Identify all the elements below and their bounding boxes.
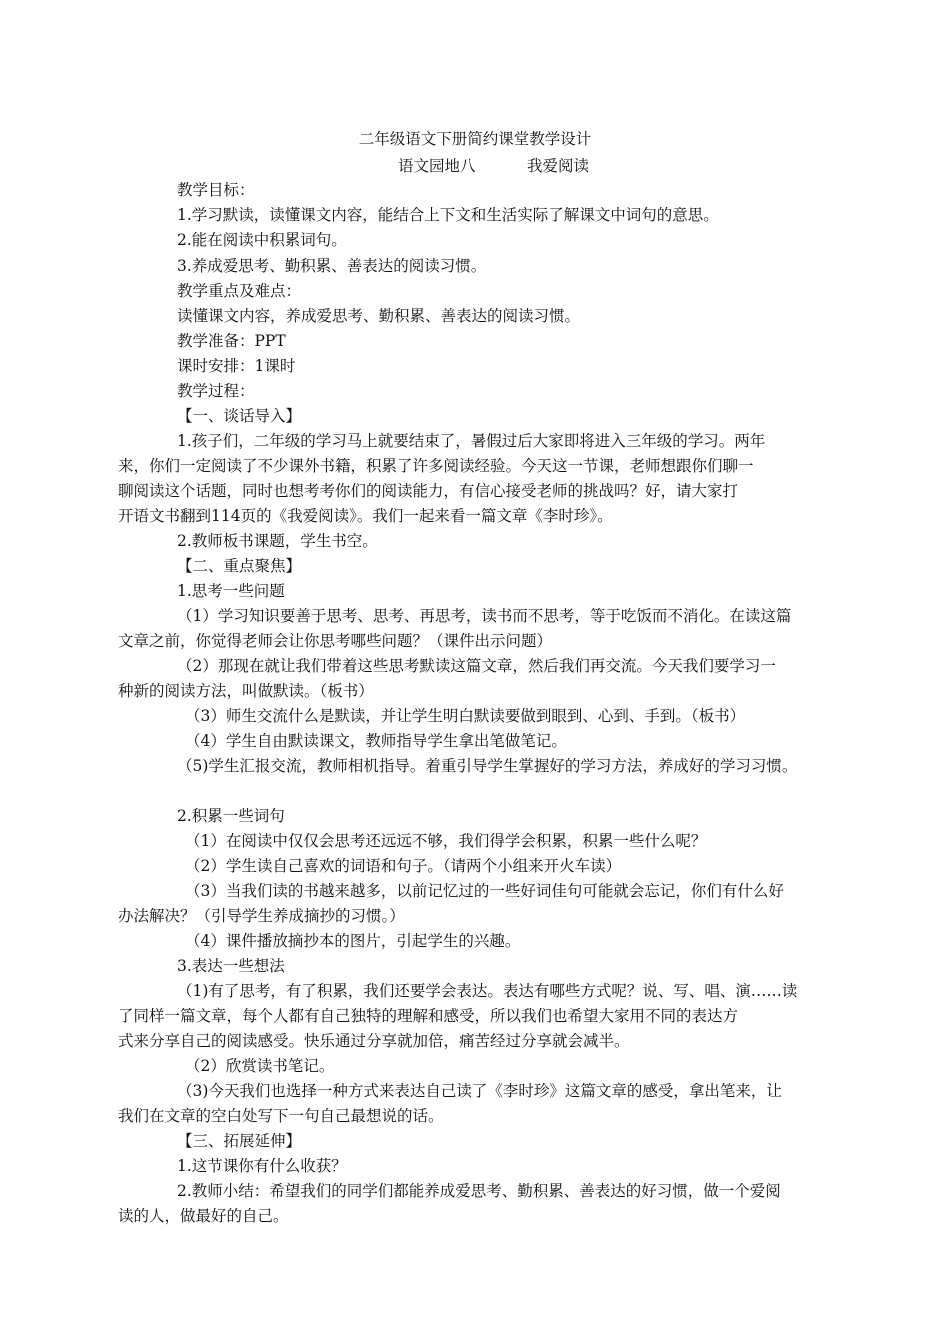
para-line: 读的人，做最好的自己。: [118, 1207, 289, 1225]
heading-process: 教学过程：: [177, 382, 255, 400]
section-1-heading: 【一、谈话导入】: [177, 407, 302, 425]
schedule-text: 课时安排：1课时: [177, 357, 296, 375]
para-line: （1）学习知识要善于思考、思考、再思考，读书而不思考，等于吃饭而不消化。在读这篇: [177, 607, 792, 625]
para-line: （1）在阅读中仅仅会思考还远远不够，我们得学会积累，积累一些什么呢？: [185, 832, 707, 850]
doc-subtitle-lesson: 我爱阅读: [527, 157, 590, 175]
para-line: 聊阅读这个话题，同时也想考考你们的阅读能力，有信心接受老师的挑战吗？好，请大家打: [118, 482, 739, 500]
prep-text: 教学准备：PPT: [177, 332, 286, 350]
doc-subtitle-unit: 语文园地八: [398, 157, 476, 175]
sub-heading-3: 3.表达一些想法: [177, 957, 285, 975]
para-line: （2）那现在就让我们带着这些思考默读这篇文章，然后我们再交流。今天我们要学习一: [177, 657, 776, 675]
para-line: （5)学生汇报交流，教师相机指导。着重引导学生掌握好的学习方法，养成好的学习习惯。: [177, 757, 798, 775]
para-line: 办法解决？（引导学生养成摘抄的习惯。）: [118, 907, 405, 925]
para-line: 1.这节课你有什么收获？: [177, 1157, 347, 1175]
heading-goals: 教学目标：: [177, 181, 255, 199]
para-line: （4）课件播放摘抄本的图片，引起学生的兴趣。: [185, 932, 521, 950]
para-line: （2）学生读自己喜欢的词语和句子。（请两个小组来开火车读）: [185, 857, 622, 875]
para-line: （1)有了思考，有了积累，我们还要学会表达。表达有哪些方式呢？说、写、唱、演……读: [177, 982, 798, 1000]
para-line: 文章之前，你觉得老师会让你思考哪些问题？（课件出示问题）: [118, 632, 553, 650]
para-line: （3）师生交流什么是默读，并让学生明白默读要做到眼到、心到、手到。（板书）: [185, 707, 746, 725]
section-2-heading: 【二、重点聚焦】: [177, 557, 302, 575]
goal-3: 3.养成爱思考、勤积累、善表达的阅读习惯。: [177, 257, 487, 275]
para-line: 了同样一篇文章，每个人都有自己独特的理解和感受，所以我们也希望大家用不同的表达方: [118, 1007, 739, 1025]
sub-heading-1: 1.思考一些问题: [177, 582, 285, 600]
doc-title: 二年级语文下册简约课堂教学设计: [358, 130, 592, 148]
para-line: 我们在文章的空白处写下一句自己最想说的话。: [118, 1107, 444, 1125]
para-line: 1.孩子们，二年级的学习马上就要结束了，暑假过后大家即将进入三年级的学习。两年: [177, 432, 766, 450]
heading-key-points: 教学重点及难点：: [177, 282, 302, 300]
para-line: 种新的阅读方法，叫做默读。（板书）: [118, 682, 374, 700]
key-points-text: 读懂课文内容，养成爱思考、勤积累、善表达的阅读习惯。: [177, 307, 581, 325]
para-line: （4）学生自由默读课文，教师指导学生拿出笔做笔记。: [185, 732, 567, 750]
section-3-heading: 【三、拓展延伸】: [177, 1132, 302, 1150]
para-line: （2）欣赏读书笔记。: [185, 1057, 335, 1075]
para-line: 2.教师板书课题，学生书空。: [177, 532, 378, 550]
para-line: （3)今天我们也选择一种方式来表达自己读了《李时珍》这篇文章的感受，拿出笔来，让: [177, 1082, 782, 1100]
para-line: （3）当我们读的书越来越多，以前记忆过的一些好词佳句可能就会忘记，你们有什么好: [185, 882, 784, 900]
goal-1: 1.学习默读，读懂课文内容，能结合上下文和生活实际了解课文中词句的意思。: [177, 206, 719, 224]
goal-2: 2.能在阅读中积累词句。: [177, 231, 347, 249]
para-line: 2.教师小结：希望我们的同学们都能养成爱思考、勤积累、善表达的好习惯，做一个爱阅: [177, 1182, 781, 1200]
para-line: 来，你们一定阅读了不少课外书籍，积累了许多阅读经验。今天这一节课，老师想跟你们聊一: [118, 457, 754, 475]
para-line: 式来分享自己的阅读感受。快乐通过分享就加倍，痛苦经过分享就会减半。: [118, 1032, 630, 1050]
sub-heading-2: 2.积累一些词句: [177, 807, 285, 825]
para-line: 开语文书翻到114页的《我爱阅读》。我们一起来看一篇文章《李时珍》。: [118, 507, 613, 525]
